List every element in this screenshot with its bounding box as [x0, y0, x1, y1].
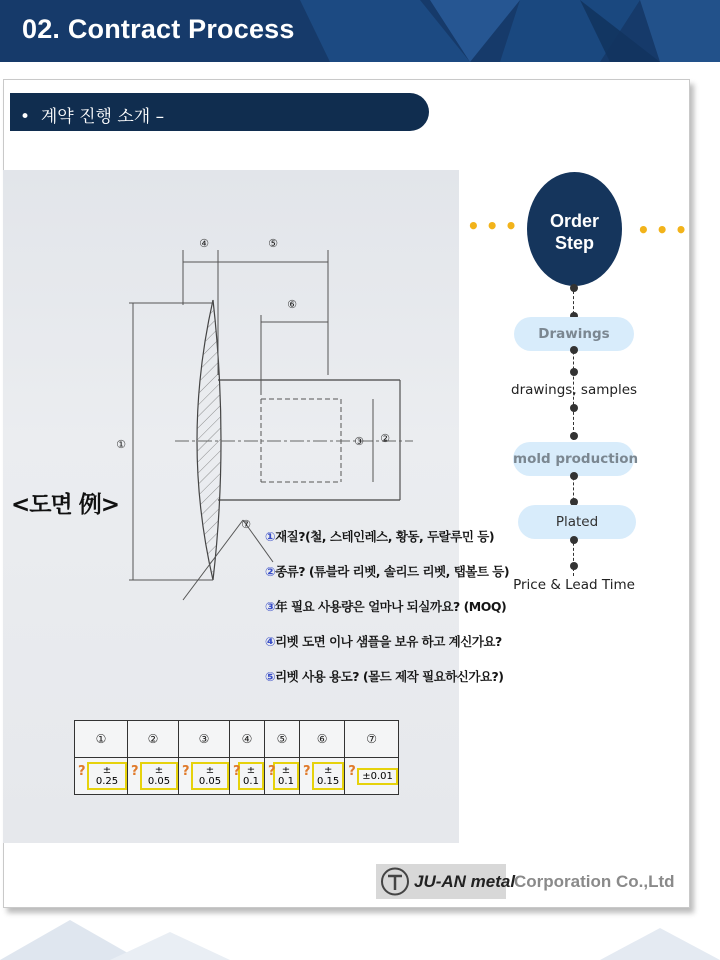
connector-dots-right: •••: [637, 218, 694, 242]
flow-dot: [570, 404, 578, 412]
flow-dot: [570, 562, 578, 570]
unknown-mark: ?: [233, 764, 241, 779]
callout-5: ⑤: [268, 237, 278, 250]
flow-dot: [570, 284, 578, 292]
step-price-lead-time: Price & Lead Time: [513, 577, 635, 593]
tolerance-value: ± 0.25: [87, 762, 127, 790]
callout-6: ⑥: [287, 298, 297, 311]
callout-1: ①: [116, 438, 126, 451]
question-item: ②종류? (튜블라 리벳, 솔리드 리벳, 탭볼트 등): [265, 564, 510, 579]
logo-emblem-icon: [378, 864, 412, 899]
tolerance-value: ±0.01: [357, 768, 398, 785]
flow-dot: [570, 368, 578, 376]
bullet: •: [20, 107, 31, 127]
callout-2: ②: [380, 432, 390, 445]
step-plated: Plated: [518, 505, 636, 539]
company-name: Corporation Co.,Ltd: [514, 872, 675, 891]
flow-dot: [570, 472, 578, 480]
tolerance-table: [74, 720, 399, 795]
callout-3: ③: [354, 435, 364, 448]
callout-7: ⑦: [241, 518, 251, 531]
callout-4: ④: [199, 237, 209, 250]
drawing-example-label: <도면 例>: [11, 492, 119, 518]
unknown-mark: ?: [182, 764, 190, 779]
tolerance-value: ± 0.1: [238, 762, 264, 790]
unknown-mark: ?: [268, 764, 276, 779]
step-mold-production: mold production: [513, 442, 634, 476]
flow-dot: [570, 432, 578, 440]
question-item: ⑤리벳 사용 용도? (몰드 제작 필요하신가요?): [265, 669, 504, 684]
unknown-mark: ?: [303, 764, 311, 779]
section-title: 계약 진행 소개 –: [40, 107, 165, 127]
requirement-questions: [265, 527, 509, 702]
step-drawings: Drawings: [514, 317, 634, 351]
step-drawings-samples: drawings, samples: [511, 382, 638, 398]
tolerance-value: ± 0.15: [312, 762, 344, 790]
question-item: ①재질?(철, 스테인레스, 황동, 두랄루민 등): [265, 529, 495, 544]
question-item: ④리벳 도면 이나 샘플을 보유 하고 계신가요?: [265, 634, 502, 649]
page-title: 02. Contract Process: [22, 14, 295, 44]
footer-facets: [0, 920, 720, 960]
tolerance-value: ± 0.05: [191, 762, 229, 790]
table-row: [75, 758, 399, 795]
unknown-mark: ?: [348, 764, 356, 779]
logo-text: JU-AN metal: [414, 872, 516, 891]
flow-dot: [570, 536, 578, 544]
tolerance-value: ± 0.05: [140, 762, 178, 790]
section-heading: [10, 93, 429, 131]
connector-dots-left: •••: [467, 214, 524, 238]
flow-dot: [570, 346, 578, 354]
table-header-row: ① ② ③ ④ ⑤ ⑥ ⑦: [75, 721, 399, 758]
order-step-line1: Order: [549, 211, 600, 231]
order-step-circle: [527, 172, 622, 286]
tolerance-value: ± 0.1: [273, 762, 299, 790]
header-banner: [0, 0, 720, 62]
unknown-mark: ?: [78, 764, 86, 779]
question-item: ③年 필요 사용량은 얼마나 되실까요? (MOQ): [265, 599, 507, 614]
unknown-mark: ?: [131, 764, 139, 779]
order-step-line2: Step: [554, 233, 594, 253]
